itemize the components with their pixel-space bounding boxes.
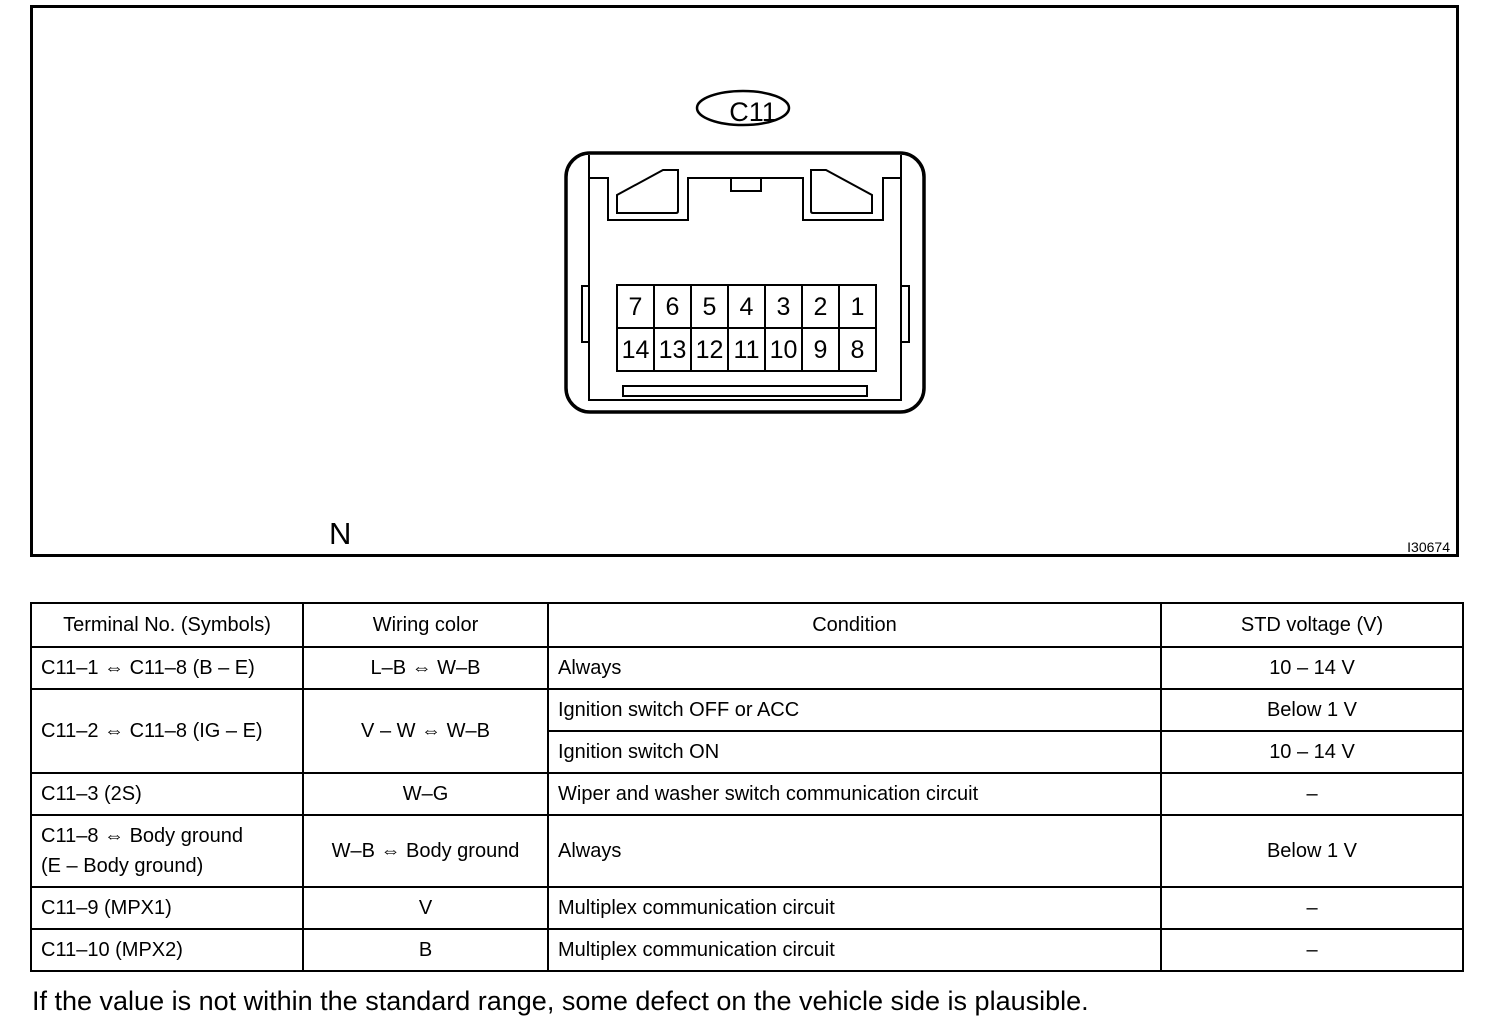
pin-number: 4 — [739, 293, 754, 321]
header-condition: Condition — [548, 603, 1161, 647]
table-header-row — [31, 603, 1463, 647]
condition-cell: Always — [548, 647, 1161, 689]
pin-number: 14 — [621, 336, 650, 364]
table-row — [31, 647, 1463, 689]
terminal-cell: C11–9 (MPX1) — [31, 887, 303, 929]
voltage-cell: 10 – 14 V — [1161, 731, 1463, 773]
table-row — [31, 689, 1463, 731]
voltage-cell: – — [1161, 929, 1463, 971]
table-row — [31, 815, 1463, 887]
terminal-cell: C11–10 (MPX2) — [31, 929, 303, 971]
condition-cell: Wiper and washer switch communication circuit — [548, 773, 1161, 815]
condition-cell: Multiplex communication circuit — [548, 929, 1161, 971]
wiring-cell: V — [303, 887, 548, 929]
table-row — [31, 929, 1463, 971]
pin-number: 3 — [776, 293, 791, 321]
voltage-cell: 10 – 14 V — [1161, 647, 1463, 689]
pin-number: 2 — [813, 293, 828, 321]
condition-cell: Multiplex communication circuit — [548, 887, 1161, 929]
wiring-cell: L–B ⇔ W–B — [303, 647, 548, 689]
figure-id: I30674 — [1407, 539, 1450, 555]
pin-grid — [617, 285, 876, 371]
voltage-cell: Below 1 V — [1161, 689, 1463, 731]
condition-cell: Ignition switch OFF or ACC — [548, 689, 1161, 731]
wiring-cell: B — [303, 929, 548, 971]
pin-number: 11 — [733, 336, 760, 364]
left-side-key — [582, 286, 589, 342]
wiring-cell: V – W ⇔ W–B — [303, 689, 548, 773]
pin-number: 7 — [628, 293, 643, 321]
terminal-cell — [31, 815, 303, 887]
terminal-cell: C11–2 ⇔ C11–8 (IG – E) — [31, 689, 303, 773]
terminal-line-2: (E – Body ground) — [41, 855, 204, 877]
terminal-cell: C11–1 ⇔ C11–8 (B – E) — [31, 647, 303, 689]
pin-number: 10 — [769, 336, 798, 364]
right-side-key — [901, 286, 909, 342]
header-wiring-color: Wiring color — [303, 603, 548, 647]
pin-number: 13 — [658, 336, 687, 364]
pin-number: 8 — [850, 336, 865, 364]
table-row — [31, 887, 1463, 929]
pin-number: 12 — [695, 336, 724, 364]
header-std-voltage: STD voltage (V) — [1161, 603, 1463, 647]
pin-number: 6 — [665, 293, 680, 321]
voltage-cell: – — [1161, 773, 1463, 815]
pin-number: 9 — [813, 336, 828, 364]
connector-figure — [30, 5, 1459, 557]
terminal-spec-table — [30, 602, 1464, 972]
header-terminal: Terminal No. (Symbols) — [31, 603, 303, 647]
condition-cell: Always — [548, 815, 1161, 887]
condition-cell: Ignition switch ON — [548, 731, 1161, 773]
voltage-cell: Below 1 V — [1161, 815, 1463, 887]
wiring-cell: W–B ⇔ Body ground — [303, 815, 548, 887]
terminal-cell: C11–3 (2S) — [31, 773, 303, 815]
table-row — [31, 773, 1463, 815]
wiring-cell: W–G — [303, 773, 548, 815]
view-letter: N — [329, 516, 352, 551]
footnote: If the value is not within the standard range, some defect on the vehicle side is plausible. — [32, 986, 1089, 1016]
connector-drawing — [33, 8, 1456, 554]
pin-number: 5 — [702, 293, 717, 321]
connector-latch — [589, 170, 901, 220]
connector-label: C11 — [729, 97, 777, 127]
terminal-line-1: C11–8 ⇔ Body ground — [41, 825, 243, 847]
voltage-cell: – — [1161, 887, 1463, 929]
pin-number: 1 — [850, 293, 865, 321]
bottom-notch — [623, 386, 867, 396]
